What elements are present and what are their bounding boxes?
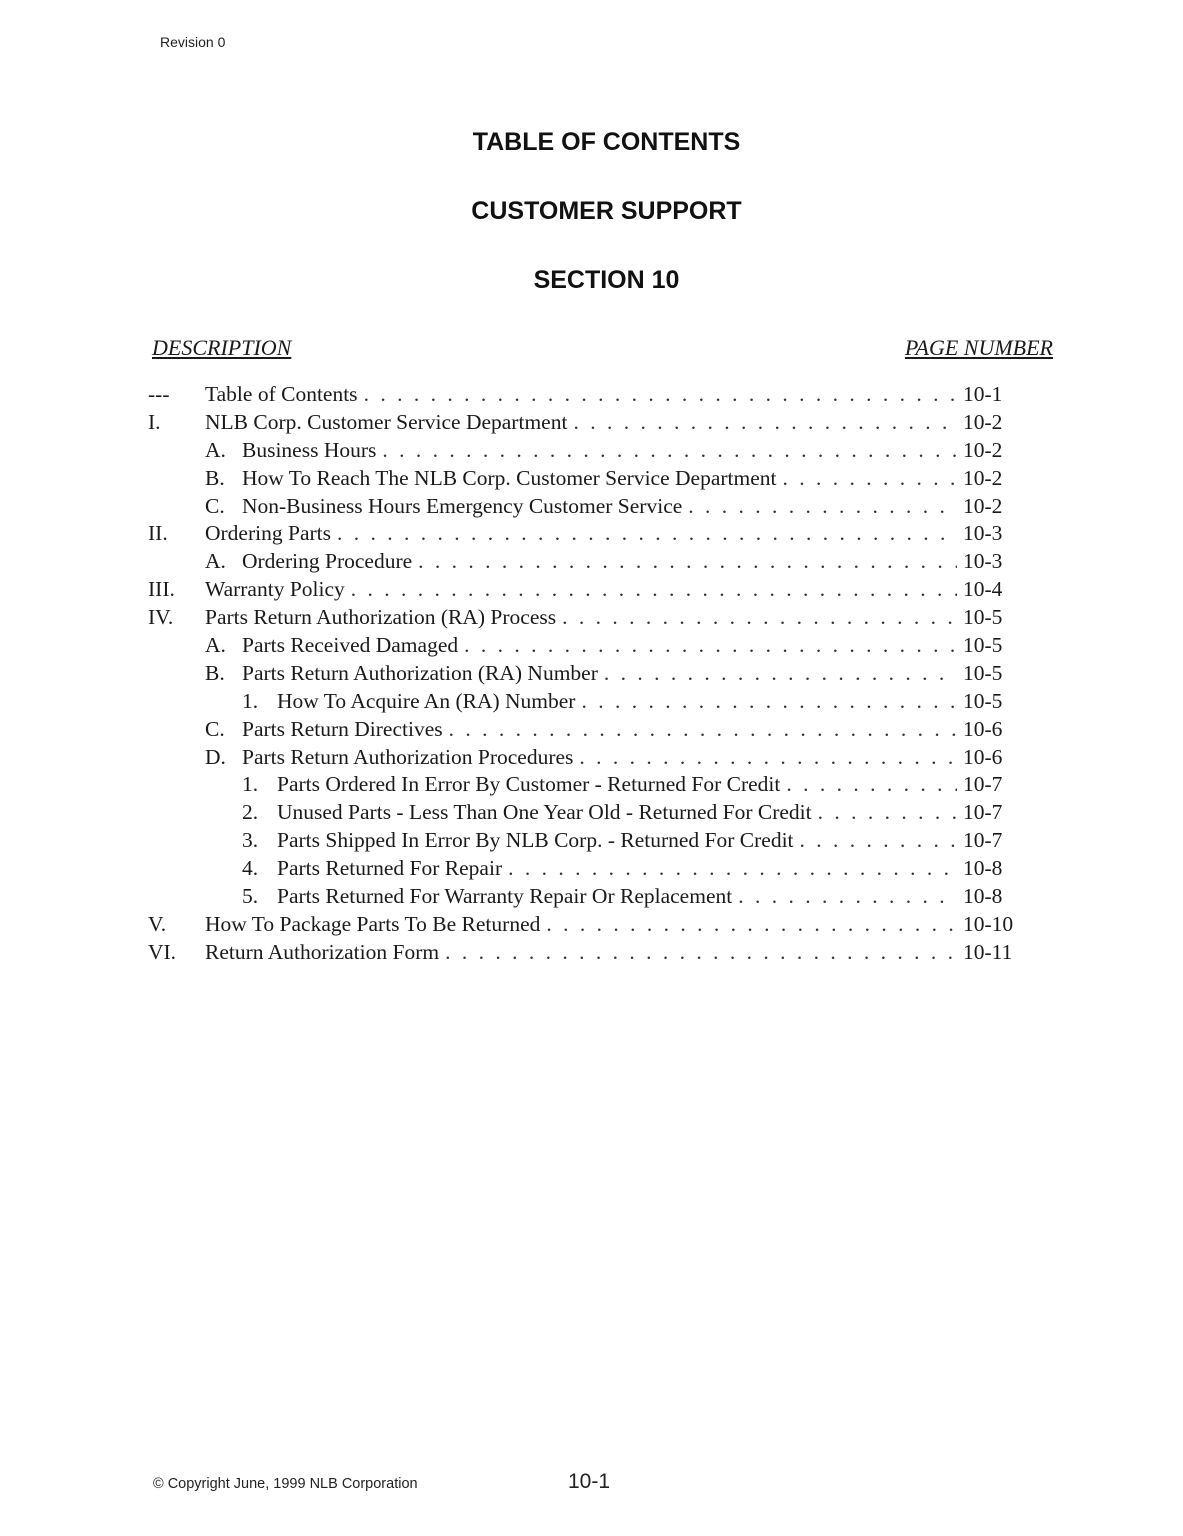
toc-entry[interactable] [148,409,1023,437]
toc-entry[interactable] [148,576,1023,604]
toc-entry-label: Business Hours [242,437,377,462]
dot-leader [546,911,957,939]
copyright-notice: © Copyright June, 1999 NLB Corporation [153,1476,418,1492]
toc-entry-sub-marker: A. [205,437,226,462]
dot-leader [382,437,957,465]
toc-entry[interactable] [148,799,1023,827]
toc-entry-page: 10-6 [963,716,1003,741]
dot-leader [818,799,957,827]
toc-entry-marker: II. [148,521,168,546]
toc-entry[interactable] [148,827,1023,855]
dot-leader [364,381,957,409]
toc-title: TABLE OF CONTENTS [472,128,741,156]
toc-entry-page: 10-8 [963,856,1003,881]
toc-entry-sub-marker: C. [205,493,225,518]
toc-entry-page: 10-5 [963,688,1003,713]
toc-entry-marker: IV. [148,605,174,630]
dot-leader [800,827,957,855]
toc-entry-label: Parts Returned For Warranty Repair Or Replacement [277,884,733,909]
toc-entry-sub-marker: C. [205,716,225,741]
dot-leader [445,939,957,967]
toc-entry-label: Parts Received Damaged [242,633,459,658]
section-subject-title: CUSTOMER SUPPORT [471,197,742,225]
toc-entry-marker: V. [148,911,167,936]
toc-entry-label: How To Package Parts To Be Returned [205,911,541,936]
toc-entry-page: 10-2 [963,409,1003,434]
toc-entry[interactable] [148,493,1023,521]
toc-entry-page: 10-2 [963,437,1003,462]
toc-entry-page: 10-4 [963,577,1003,602]
toc-entry[interactable] [148,632,1023,660]
toc-list [148,381,1023,967]
toc-entry-sub-marker: A. [205,633,226,658]
toc-entry-subsub-marker: 2. [242,800,259,825]
toc-entry-page: 10-6 [963,744,1003,769]
toc-entry-page: 10-7 [963,772,1003,797]
dot-leader [738,883,957,911]
section-number-title: SECTION 10 [533,266,680,294]
dot-leader [418,548,957,576]
dot-leader [786,771,957,799]
toc-entry[interactable] [148,465,1023,493]
toc-entry-page: 10-10 [963,911,1014,936]
dot-leader [573,409,957,437]
toc-entry[interactable] [148,744,1023,772]
toc-entry[interactable] [148,520,1023,548]
toc-entry-label: Parts Return Authorization (RA) Process [205,605,557,630]
toc-entry-label: Table of Contents [205,382,358,406]
toc-entry-label: Ordering Parts [205,521,331,546]
dot-leader [351,576,957,604]
toc-entry[interactable] [148,771,1023,799]
revision-label: Revision 0 [160,34,226,50]
toc-entry-subsub-marker: 1. [242,688,259,713]
toc-entry-marker: III. [148,577,175,602]
dot-leader [783,465,958,493]
toc-entry-page: 10-5 [963,660,1003,685]
toc-entry-page: 10-5 [963,605,1003,630]
toc-entry-label: Non-Business Hours Emergency Customer Service [242,493,683,518]
dot-leader [579,744,957,772]
dot-leader [562,604,957,632]
dot-leader [508,855,957,883]
toc-entry-marker: VI. [148,939,177,964]
toc-entry-page: 10-3 [963,521,1003,546]
toc-entry-page: 10-8 [963,884,1003,909]
toc-entry[interactable] [148,548,1023,576]
toc-entry[interactable] [148,883,1023,911]
toc-entry-label: Parts Ordered In Error By Customer - Returned For Credit [277,772,781,797]
toc-entry-label: Warranty Policy [205,577,345,602]
toc-entry-label: How To Reach The NLB Corp. Customer Service Department [242,465,777,490]
toc-entry-page: 10-2 [963,493,1003,518]
toc-entry-subsub-marker: 5. [242,884,259,909]
toc-entry[interactable] [148,939,1023,967]
page-number-column-header: PAGE NUMBER [904,335,1053,360]
toc-entry-page: 10-5 [963,633,1003,658]
description-column-header: DESCRIPTION [152,335,292,360]
toc-entry-label: NLB Corp. Customer Service Department [205,409,568,434]
toc-entry-subsub-marker: 1. [242,772,259,797]
toc-entry-label: Unused Parts - Less Than One Year Old - Returned For Credit [277,800,812,825]
toc-entry-page: 10-7 [963,800,1003,825]
toc-entry-label: How To Acquire An (RA) Number [277,688,576,713]
toc-entry[interactable] [148,716,1023,744]
toc-entry-sub-marker: D. [205,744,226,769]
toc-entry[interactable] [148,688,1023,716]
toc-entry-page: 10-1 [963,382,1003,406]
toc-entry-label: Parts Return Directives [242,716,443,741]
toc-entry-marker: I. [148,409,161,434]
toc-entry-label: Parts Shipped In Error By NLB Corp. - Returned For Credit [277,828,794,853]
dot-leader [581,688,957,716]
toc-entry-label: Parts Return Authorization (RA) Number [242,660,598,685]
dot-leader [464,632,957,660]
toc-entry-label: Return Authorization Form [205,939,440,964]
toc-entry-subsub-marker: 3. [242,828,259,853]
dot-leader [688,493,957,521]
dot-leader [337,520,957,548]
dot-leader [449,716,957,744]
toc-entry-page: 10-3 [963,549,1003,574]
toc-entry[interactable] [148,660,1023,688]
toc-entry-label: Parts Return Authorization Procedures [242,744,574,769]
dot-leader [604,660,957,688]
toc-entry[interactable] [148,381,1023,409]
toc-entry-label: Ordering Procedure [242,549,413,574]
toc-entry-page: 10-2 [963,465,1003,490]
page-number: 10-1 [568,1470,611,1493]
toc-entry-marker: --- [148,382,170,406]
toc-entry-page: 10-11 [963,939,1013,964]
toc-entry[interactable] [148,855,1023,883]
toc-entry-page: 10-7 [963,828,1003,853]
toc-entry-sub-marker: B. [205,660,225,685]
toc-entry[interactable] [148,911,1023,939]
toc-entry[interactable] [148,437,1023,465]
toc-entry[interactable] [148,604,1023,632]
toc-entry-subsub-marker: 4. [242,856,259,881]
toc-entry-sub-marker: B. [205,465,225,490]
toc-entry-sub-marker: A. [205,549,226,574]
toc-entry-label: Parts Returned For Repair [277,856,503,881]
